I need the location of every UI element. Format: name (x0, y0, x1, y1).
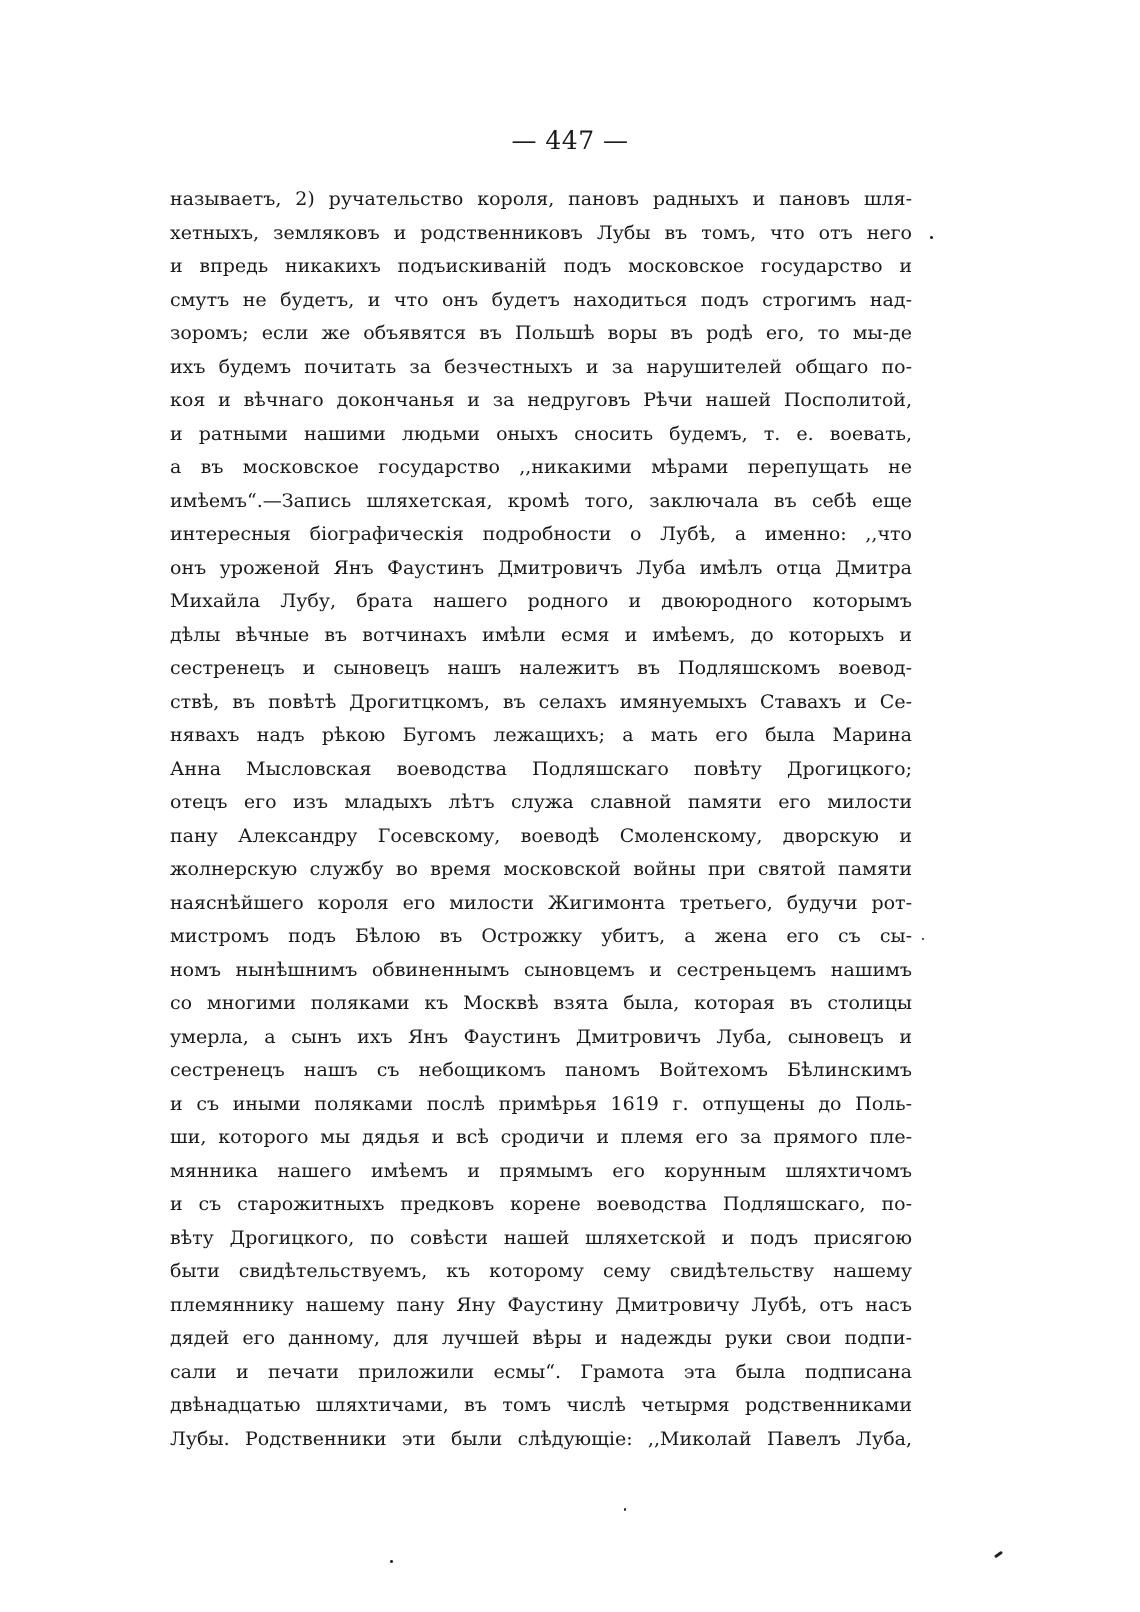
scan-speck (922, 938, 924, 940)
text-line: мянника нашего имѣемъ и прямымъ его корунным шляхтичомъ (170, 1159, 912, 1182)
text-line: коя и вѣчнаго докончанья и за недруговъ Рѣчи нашей Посполитой, (170, 389, 912, 411)
text-line: наяснѣйшего короля его милости Жигимонта третьего, будучи рот- (170, 891, 912, 914)
text-line: ихъ будемъ почитать за безчестныхъ и за нарушителей общаго по- (170, 355, 912, 378)
text-line: нявахъ надъ рѣкою Бугомъ лежащихъ; а мать его была Марина (170, 724, 912, 746)
text-line: зоромъ; если же объявятся въ Польшѣ воры въ родѣ его, то мы-де (170, 322, 912, 344)
page-number: — 447 — (511, 126, 629, 155)
text-line: сестренецъ и сыновецъ нашъ належитъ въ Подляшскомъ воевод- (170, 657, 912, 679)
scan-speck (390, 1560, 393, 1563)
text-line: интересныя бiографическiя подробности о Лубѣ, а именно: ,,что (170, 523, 912, 545)
text-line: ствѣ, въ повѣтѣ Дрогитцкомъ, въ селахъ имянуемыхъ Ставахъ и Се- (170, 690, 912, 713)
text-line: ши, которого мы дядья и всѣ сродичи и племя его за прямого пле- (170, 1126, 912, 1148)
text-line: хетныхъ, земляковъ и родственниковъ Лубы въ томъ, что отъ него (170, 221, 912, 244)
text-line: дядей его данному, для лучшей вѣры и надежды руки свои подпи- (170, 1327, 912, 1349)
text-line: Михайла Лубу, брата нашего родного и двоюродного которымъ (170, 590, 912, 612)
text-line: и впредь никакихъ подъискиванiй подъ московское государство и (170, 255, 912, 277)
text-line: смутъ не будетъ, и что онъ будетъ находиться подъ строгимъ над- (170, 288, 912, 311)
text-line: пану Александру Госевскому, воеводѣ Смоленскому, дворскую и (170, 824, 912, 847)
text-line: со многими поляками къ Москвѣ взята была, которая въ столицы (170, 992, 912, 1014)
text-line: умерла, а сынъ ихъ Янъ Фаустинъ Дмитровичъ Луба, сыновецъ и (170, 1025, 912, 1048)
text-line: а въ московское государство ,,никакими мѣрами перепущать не (170, 456, 912, 478)
text-line: жолнерскую службу во время московской войны при святой памяти (170, 858, 912, 880)
text-line: имѣемъ“.—Запись шляхетская, кромѣ того, заключала въ себѣ еще (170, 489, 912, 512)
text-line: Анна Мысловская воеводства Подляшскаго повѣту Дрогицкого; (170, 757, 912, 780)
text-line: сали и печати приложили есмы“. Грамота эта была подписана (170, 1360, 912, 1383)
scan-speck (624, 1508, 626, 1511)
text-line: сестренецъ нашъ съ небощикомъ паномъ Войтехомъ Бѣлинскимъ (170, 1059, 912, 1081)
text-line: мистромъ подъ Бѣлою въ Острожку убитъ, а жена его съ сы- (170, 925, 912, 947)
text-line: и съ старожитныхъ предковъ корене воеводства Подляшскаго, по- (170, 1193, 912, 1215)
scan-speck (994, 1551, 1003, 1559)
body-text (170, 183, 912, 1456)
text-line: и ратными нашими людьми оныхъ сносить будемъ, т. е. воевать, (170, 422, 912, 445)
text-line: называетъ, 2) ручательство короля, пановъ радныхъ и пановъ шля- (170, 188, 912, 210)
text-line: Лубы. Родственники эти были слѣдующiе: ,,Миколай Павелъ Луба, (170, 1427, 912, 1450)
text-line: и съ иными поляками послѣ примѣрья 1619 г. отпущены до Поль- (170, 1092, 912, 1115)
text-line: дѣлы вѣчные въ вотчинахъ имѣли есмя и имѣемъ, до которыхъ и (170, 623, 912, 646)
text-line: номъ нынѣшнимъ обвиненнымъ сыновцемъ и сестреньцемъ нашимъ (170, 958, 912, 981)
text-line: вѣту Дрогицкого, по совѣсти нашей шляхетской и подъ присягою (170, 1226, 912, 1249)
text-line: быти свидѣтельствуемъ, къ которому сему свидѣтельству нашему (170, 1260, 912, 1282)
text-line: онъ уроженой Янъ Фаустинъ Дмитровичъ Луба имѣлъ отца Дмитра (170, 556, 912, 579)
text-line: двѣнадцатью шляхтичами, въ томъ числѣ четырмя родственниками (170, 1394, 912, 1416)
text-line: племяннику нашему пану Яну Фаустину Дмитровичу Лубѣ, отъ насъ (170, 1293, 912, 1316)
text-line: отецъ его изъ младыхъ лѣтъ служа славной памяти его милости (170, 791, 912, 813)
scan-speck (930, 236, 933, 239)
